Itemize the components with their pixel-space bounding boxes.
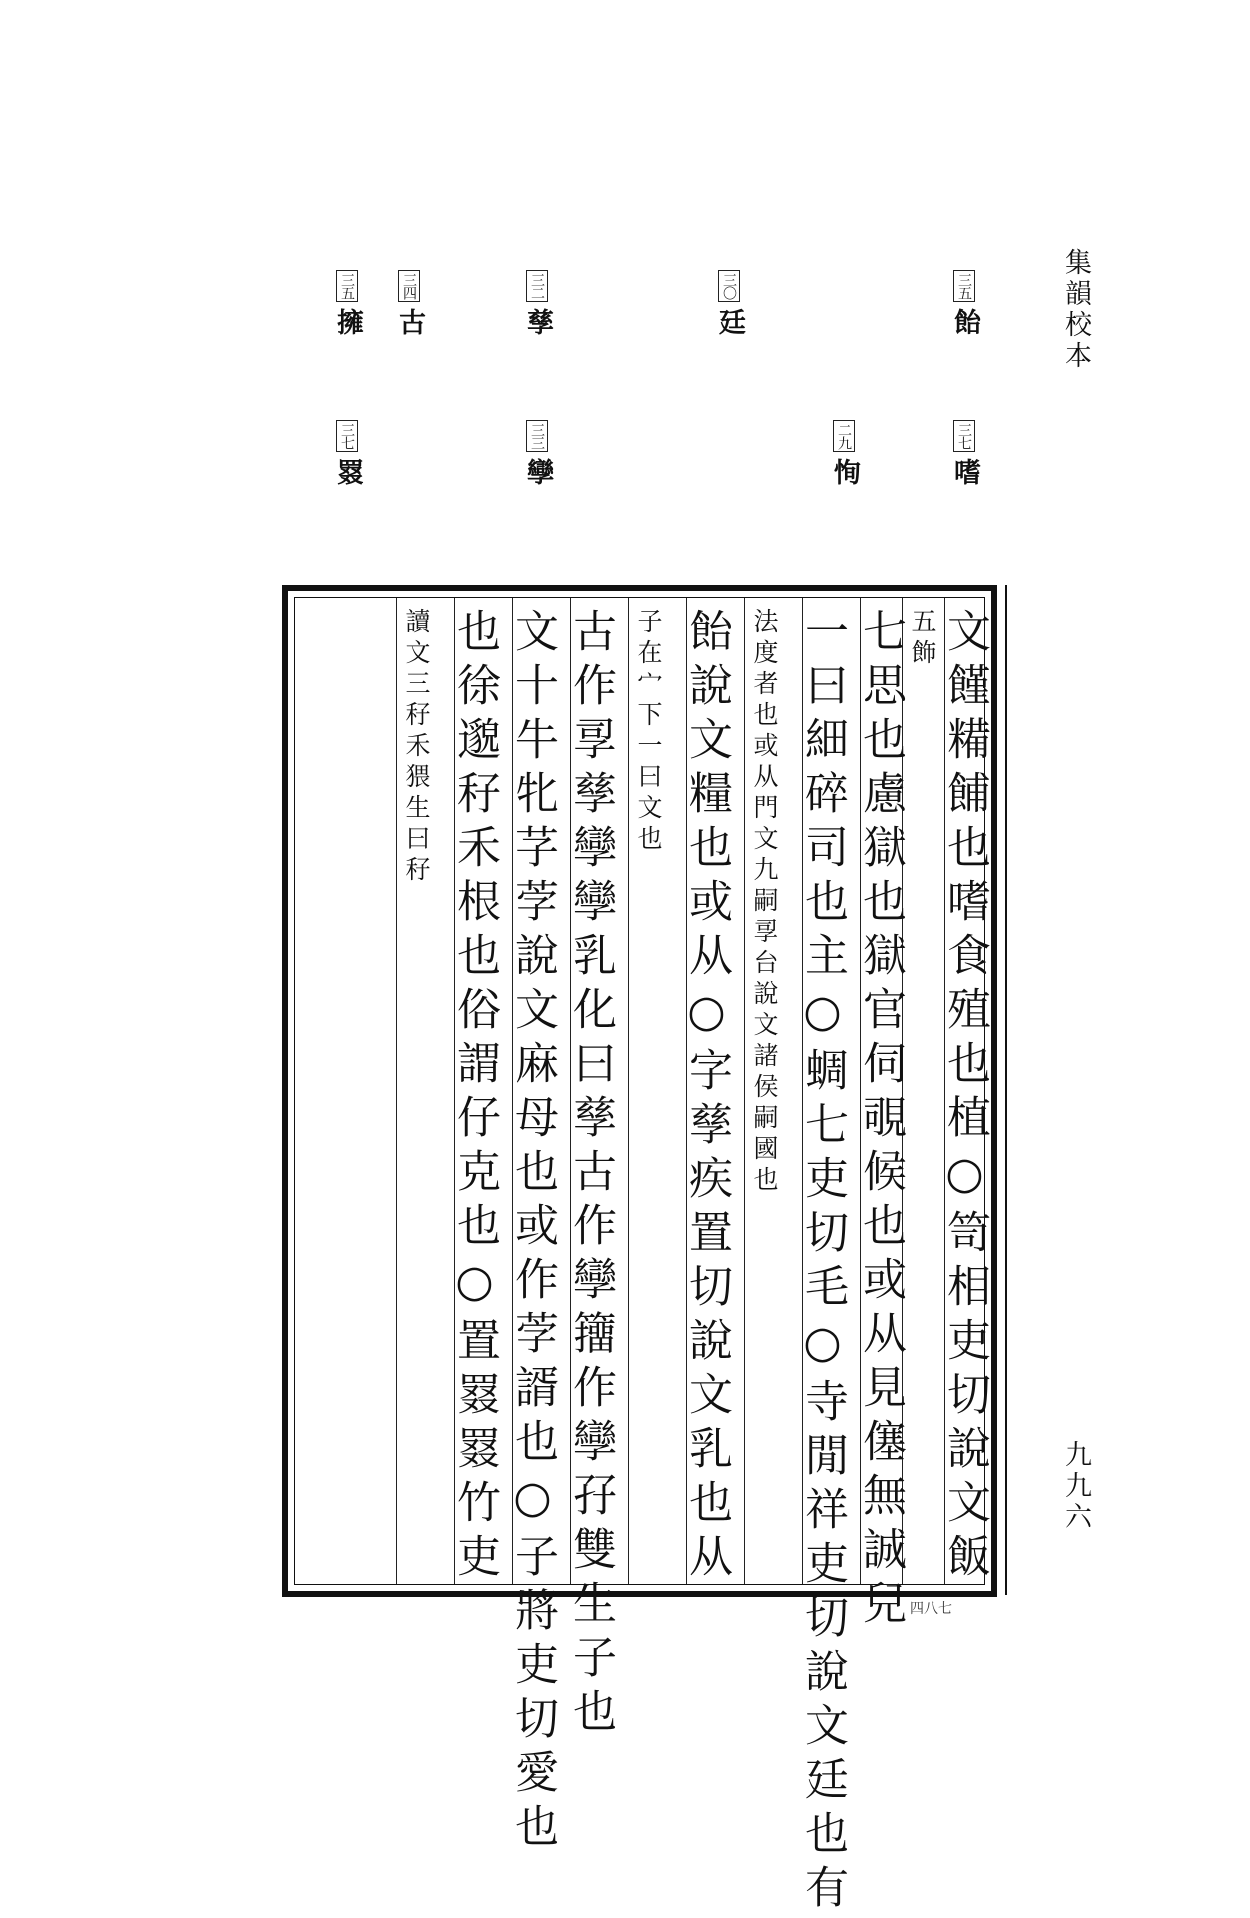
collation-note: 三五飴 (945, 270, 984, 335)
text-column-10: 也徐邈秄禾根也俗謂仔克也○置罬罬竹吏 (454, 598, 494, 1584)
text-column-11: 讀文三秄禾猥生曰秄 (396, 598, 436, 1584)
text-column-7: 子在宀下一曰文也 (628, 598, 668, 1584)
collation-note: 三二孳 (518, 270, 557, 335)
frame-edge-line (1005, 585, 1007, 1595)
text-column-2: 五飾 (902, 598, 942, 1584)
collation-note: 二九恂 (825, 420, 864, 485)
note-column-1 (935, 270, 995, 570)
collation-note: 三三孿 (518, 420, 557, 485)
text-column-9: 文十牛牝芓茡說文麻母也或作茡諝也○子將吏切愛也 (512, 598, 552, 1584)
collation-note: 三四古 (390, 270, 429, 335)
note-column-4 (508, 270, 568, 570)
text-column-6: 飴說文糧也或从○字孳疾置切說文乳也从 (686, 598, 726, 1584)
note-column-3 (700, 270, 760, 570)
text-column-3: 七思也慮獄也獄官伺覗候也或从見僿無誠兒 (860, 598, 900, 1584)
text-column-1: 文饉糒餔也嗜食殖也植○笥相吏切說文飯 (944, 598, 984, 1584)
page-number: 九九六 (1060, 1440, 1091, 1533)
text-column-4: 一曰細碎司也主○蜩七吏切毛○寺閒祥吏切說文廷也有 (802, 598, 842, 1584)
note-column-5 (380, 270, 440, 570)
collation-note: 三〇廷 (710, 270, 749, 335)
text-column-5: 法度者也或从門文九嗣孠台說文諸侯嗣國也 (744, 598, 784, 1584)
collation-note: 三七嗜 (945, 420, 984, 485)
edge-mark: 四八七 (910, 1601, 952, 1617)
collation-note: 三七罬 (328, 420, 367, 485)
note-column-6 (318, 270, 378, 570)
collation-note: 三五擁 (328, 270, 367, 335)
text-column-8: 古作孠孳孿孿乳化曰孳古作孿籒作孿孖雙生子也 (570, 598, 610, 1584)
note-column-2 (815, 270, 875, 570)
running-title: 集韻校本 (1060, 248, 1091, 372)
